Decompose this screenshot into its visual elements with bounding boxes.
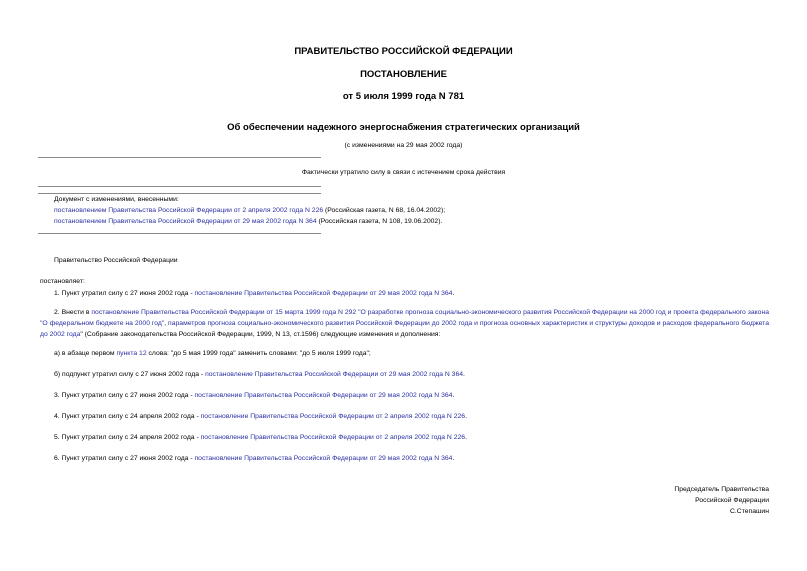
repeal-link[interactable]: постановление Правительства Российской Федерации от 29 мая 2002 года N 364 — [194, 455, 453, 462]
amendment-source: (Российская газета, N 68, 16.04.2002); — [323, 207, 446, 214]
paragraph-text: 1. Пункт утратил силу с 27 июня 2002 года - — [54, 290, 195, 297]
paragraph-text: а) в абзаце первом — [54, 350, 117, 357]
paragraph-end: . — [463, 371, 465, 378]
repeal-link[interactable]: постановление Правительства Российской Федерации от 2 апреля 2002 года N 226 — [200, 434, 466, 441]
amendment-note: (с изменениями на 29 мая 2002 года) — [344, 142, 463, 149]
repeal-link[interactable]: постановление Правительства Российской Федерации от 2 апреля 2002 года N 226 — [200, 413, 466, 420]
paragraph-text: 4. Пункт утратил силу с 24 апреля 2002 года - — [54, 413, 201, 420]
changes-item — [54, 217, 442, 226]
paragraph-end: . — [452, 290, 455, 297]
paragraph-end: . — [452, 455, 455, 462]
changes-intro: Документ с изменениями, внесенными: — [54, 196, 179, 203]
document-type-heading: ПОСТАНОВЛЕНИЕ — [360, 69, 447, 80]
paragraph-end: слова: "до 5 мая 1999 года" заменить словами: "до 5 июля 1999 года"; — [146, 350, 371, 357]
repeal-link[interactable]: постановление Правительства Российской Федерации от 29 мая 2002 года N 364 — [194, 290, 453, 297]
issuer-text: Правительство Российской Федерации — [54, 257, 178, 264]
amendment-source: (Российская газета, N 108, 19.06.2002). — [316, 218, 443, 225]
paragraph-text: 6. Пункт утратил силу с 27 июня 2002 года - — [54, 455, 195, 462]
paragraph-text: 2. Внести в — [54, 309, 92, 316]
date-number-heading: от 5 июля 1999 года N 781 — [342, 91, 465, 102]
paragraph-text: б) подпункт утратил силу с 27 июня 2002 года - — [54, 371, 206, 378]
paragraph-6 — [54, 454, 454, 463]
divider — [38, 157, 321, 158]
amended-act-link[interactable]: постановление Правительства Российской Федерации от 15 марта 1999 года N 292 "О разработке прогноза социально-экономического развития Российской Федерации на 2000 год и проекта федерального закона "О федеральном бюджете на 2000 год", параметров прогноза социально-экономического развития Российской Федерации до 2002 года и прогноза основных характеристик и структуры доходов и расходов федерального бюджета до 2002 года — [40, 309, 769, 338]
status-note: Фактически утратило силу в связи с истечением срока действия — [301, 169, 506, 176]
repeal-link[interactable]: постановление Правительства Российской Федерации от 29 мая 2002 года N 364 — [205, 371, 463, 378]
paragraph-3 — [54, 391, 454, 400]
paragraph-end: . — [452, 392, 455, 399]
signature-name: С.Степашин — [730, 508, 769, 515]
repeal-link[interactable]: постановление Правительства Российской Федерации от 29 мая 2002 года N 364 — [194, 392, 453, 399]
decrees-text: постановляет: — [40, 278, 85, 285]
paragraph-end: . — [465, 434, 467, 441]
subparagraph-b — [54, 370, 465, 379]
subparagraph-a — [54, 349, 371, 358]
paragraph-end: " (Собрание законодательства Российской Федерации, 1999, N 13, ст.1596) следующие изменения и дополнения: — [80, 331, 441, 338]
paragraph-text: 5. Пункт утратил силу с 24 апреля 2002 года - — [54, 434, 201, 441]
authority-heading: ПРАВИТЕЛЬСТВО РОССИЙСКОЙ ФЕДЕРАЦИИ — [294, 46, 513, 57]
document-title: Об обеспечении надежного энергоснабжения стратегических организаций — [227, 122, 580, 133]
paragraph-1 — [54, 289, 454, 298]
divider — [38, 233, 321, 234]
paragraph-4 — [54, 412, 467, 421]
paragraph-end: . — [465, 413, 467, 420]
changes-item — [54, 206, 445, 215]
paragraph-5 — [54, 433, 467, 442]
paragraph-2 — [40, 307, 769, 340]
divider — [38, 186, 321, 187]
signature-title: Председатель Правительства — [674, 486, 769, 493]
divider — [38, 193, 321, 194]
clause-12-link[interactable]: пункта 12 — [116, 350, 147, 357]
signature-org: Российской Федерации — [695, 497, 769, 504]
paragraph-text: 3. Пункт утратил силу с 27 июня 2002 года - — [54, 392, 195, 399]
amendment-link[interactable]: постановлением Правительства Российской Федерации от 2 апреля 2002 года N 226 — [54, 207, 324, 214]
amendment-link[interactable]: постановлением Правительства Российской Федерации от 29 мая 2002 года N 364 — [54, 218, 317, 225]
